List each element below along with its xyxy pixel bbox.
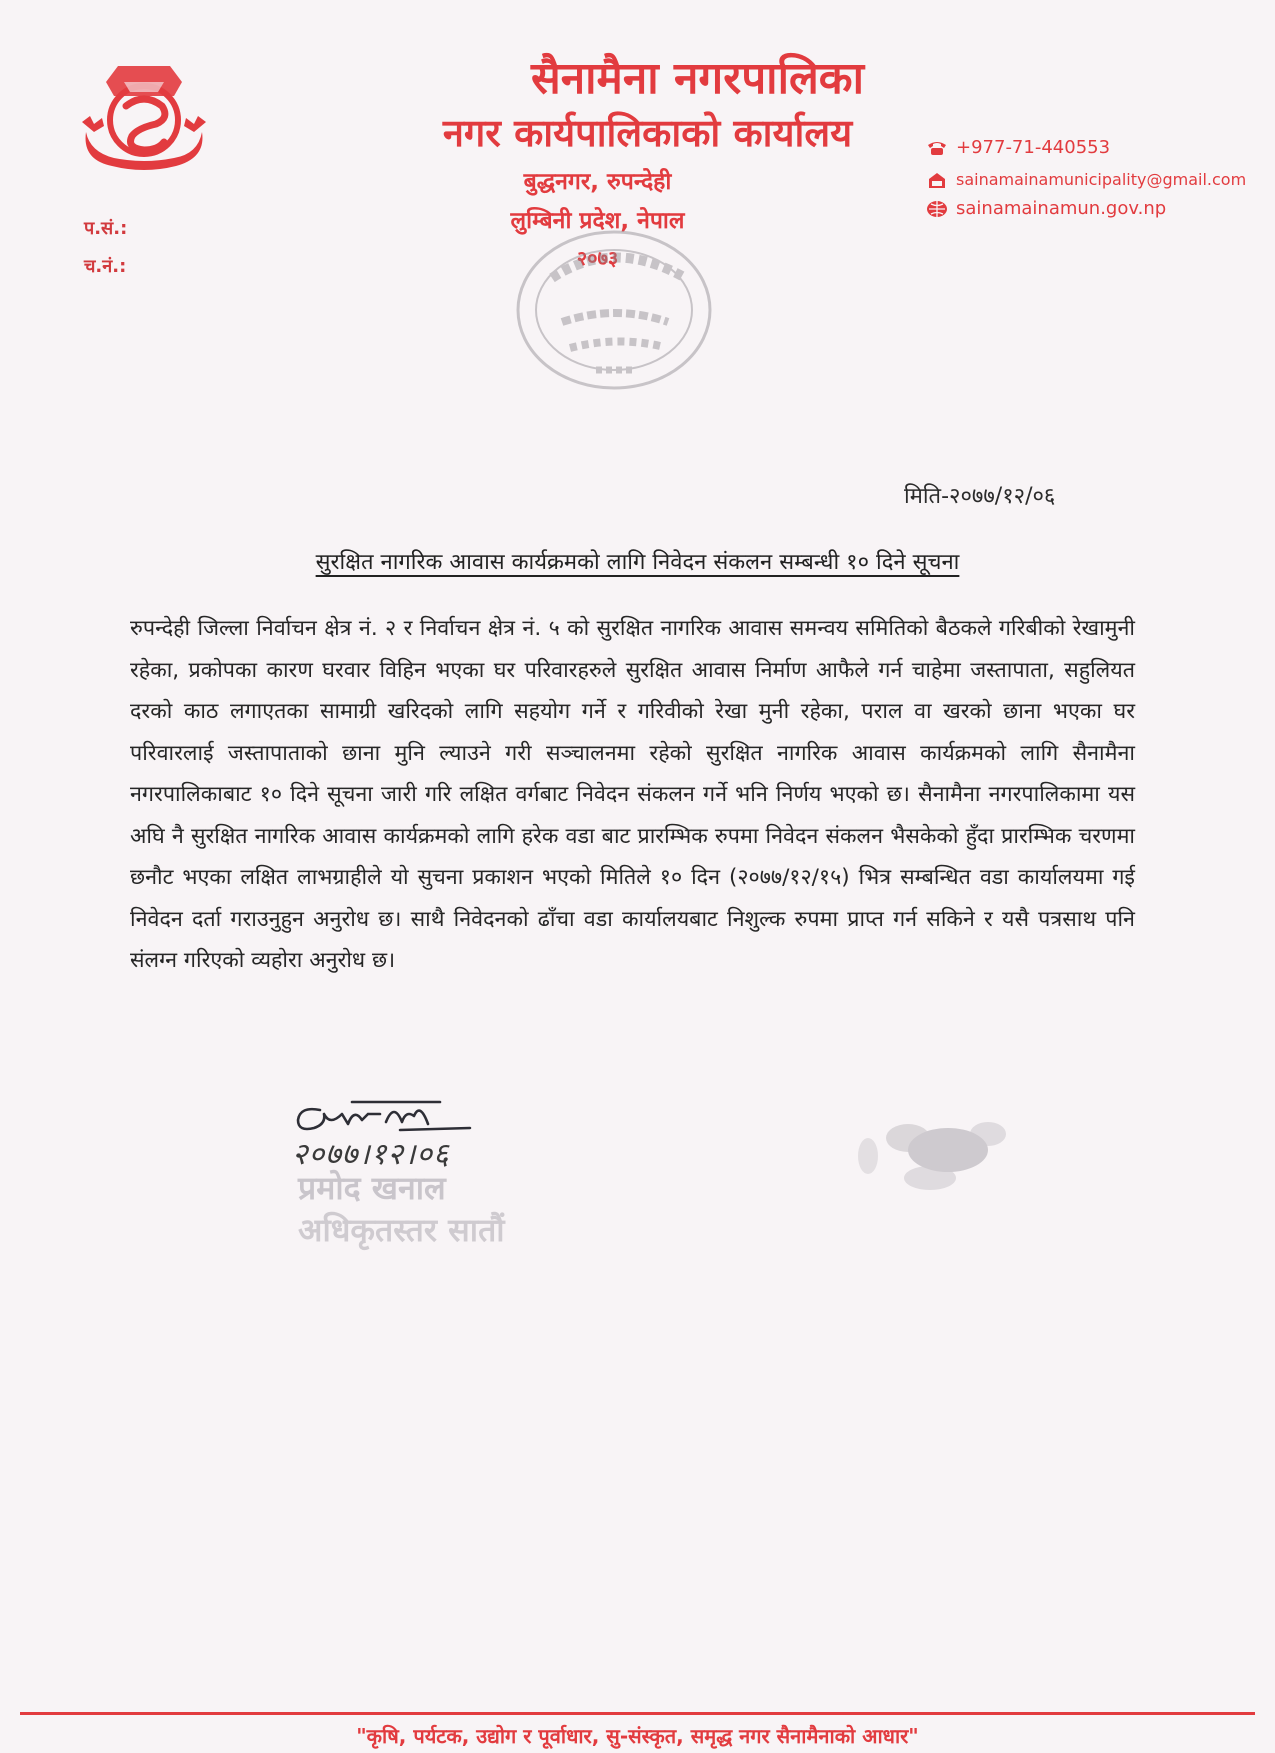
signatory-name: प्रमोद खनाल <box>298 1169 446 1207</box>
municipality-name: सैनामैना नगरपालिका <box>531 53 864 104</box>
footer-motto: "कृषि, पर्यटक, उद्योग र पूर्वाधार, सु-संस्कृत, समृद्ध नगर सैनामैनाको आधार" <box>356 1724 919 1748</box>
office-name: नगर कार्यपालिकाको कार्यालय <box>442 111 853 155</box>
ink-smudge <box>838 1100 1028 1210</box>
contact-website <box>926 198 1166 219</box>
notice-body: रुपन्देही जिल्ला निर्वाचन क्षेत्र नं. २ र निर्वाचन क्षेत्र नं. ५ को सुरक्षित नागरिक आवास समन्वय समितिको बैठकले गरिबीको रेखामुनी रहेका, प्रकोपका कारण घरवार विहिन भएका घर परिवारहरुले सुरक्षित आवास निर्माण आफैले गर्न चाहेमा जस्तापाता, सहुलियत दरको काठ लगाएतका सामाग्री खरिदको लागि सहयोग गर्ने र गरिवीको रेखा मुनी रहेका, पराल वा खरको छाना भएका घर परिवारलाई जस्तापाताको छाना मुनि ल्याउने गरी सञ्चालनमा रहेको सुरक्षित नागरिक आवास कार्यक्रमको लागि सैनामैना नगरपालिकाबाट १० दिने सूचना जारी गरि लक्षित वर्गबाट निवेदन संकलन गर्ने भनि निर्णय भएको छ। सैनामैना नगरपालिकामा यस अघि नै सुरक्षित नागरिक आवास कार्यक्रमको लागि हरेक वडा बाट प्रारम्भिक रुपमा निवेदन संकलन भैसकेको हुँदा प्रारम्भिक चरणमा छनौट भएका लक्षित लाभग्राहीले यो सुचना प्रकाशन भएको मितिले १० दिन (२०७७/१२/१५) भित्र सम्बन्धित वडा कार्यालयमा गई निवेदन दर्ता गराउनुहुन अनुरोध छ। साथै निवेदनको ढाँचा वडा कार्यालयबाट निशुल्क रुपमा प्राप्त गर्न सकिने र यसै पत्रसाथ पनि संलग्न गरिएको व्यहोरा अनुरोध छ। <box>130 616 1135 973</box>
globe-icon <box>926 200 948 218</box>
phone-icon <box>926 139 948 157</box>
established-year: २०७३ <box>576 246 619 270</box>
signatory-post: अधिकृतस्तर सातौं <box>298 1211 505 1249</box>
letter-date: मिति-२०७७/१२/०६ <box>904 484 1056 509</box>
reference-number-label: प.सं.: <box>84 218 128 239</box>
office-province: लुम्बिनी प्रदेश, नेपाल <box>510 208 685 234</box>
dispatch-number-label: च.नं.: <box>84 256 127 277</box>
contact-email <box>926 170 1246 189</box>
phone-number: +977-71-440553 <box>956 137 1111 158</box>
footer-divider <box>20 1712 1255 1715</box>
official-stamp-icon <box>492 218 732 418</box>
email-icon <box>926 171 948 189</box>
office-address: बुद्धनगर, रुपन्देही <box>523 169 672 195</box>
website-url: sainamainamun.gov.np <box>956 198 1167 219</box>
notice-subject: सुरक्षित नागरिक आवास कार्यक्रमको लागि निवेदन संकलन सम्बन्धी १० दिने सूचना <box>315 550 960 575</box>
email-address: sainamainamunicipality@gmail.com <box>956 170 1247 189</box>
signature-date: २०७७।१२।०६ <box>292 1137 450 1172</box>
contact-phone <box>926 137 1110 158</box>
